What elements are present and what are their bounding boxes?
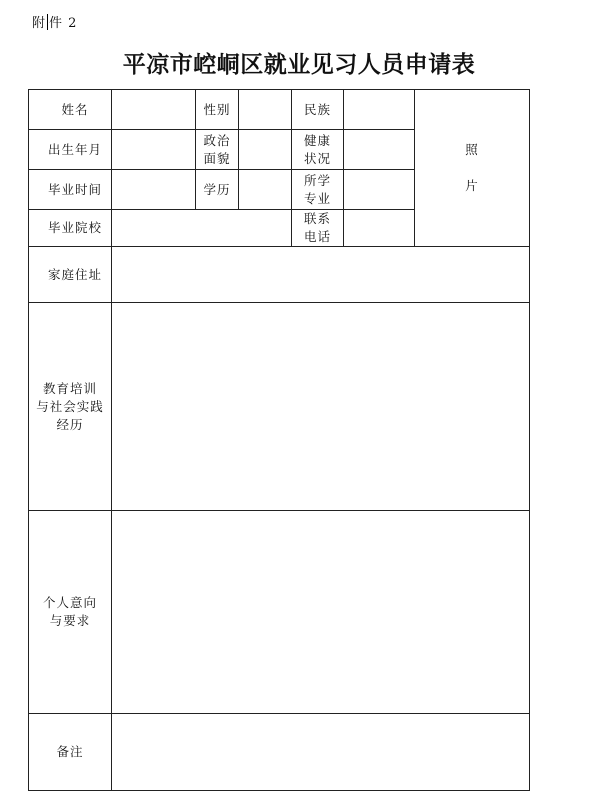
gender-field[interactable] xyxy=(239,90,292,130)
health-label: 健康 状况 xyxy=(292,130,344,170)
birth-label: 出生年月 xyxy=(29,130,112,170)
school-label: 毕业院校 xyxy=(29,210,112,247)
address-label: 家庭住址 xyxy=(29,247,112,303)
political-label: 政治 面貌 xyxy=(196,130,239,170)
education-field[interactable] xyxy=(239,170,292,210)
application-form-table xyxy=(28,89,530,791)
address-field[interactable] xyxy=(112,247,530,303)
school-field[interactable] xyxy=(112,210,292,247)
grad-time-field[interactable] xyxy=(112,170,196,210)
grad-time-label: 毕业时间 xyxy=(29,170,112,210)
text-cursor xyxy=(47,14,48,30)
intention-label: 个人意向 与要求 xyxy=(29,511,112,714)
remarks-field[interactable] xyxy=(112,714,530,791)
health-field[interactable] xyxy=(344,130,415,170)
intention-field[interactable] xyxy=(112,511,530,714)
form-title: 平凉市崆峒区就业见习人员申请表 xyxy=(122,51,476,78)
gender-label: 性别 xyxy=(196,90,239,130)
major-field[interactable] xyxy=(344,170,415,210)
name-field[interactable] xyxy=(112,90,196,130)
experience-label: 教育培训 与社会实践 经历 xyxy=(29,303,112,511)
photo-box[interactable]: 照 片 xyxy=(415,90,530,247)
experience-field[interactable] xyxy=(112,303,530,511)
name-label: 姓名 xyxy=(29,90,112,130)
phone-field[interactable] xyxy=(344,210,415,247)
remarks-label: 备注 xyxy=(29,714,112,791)
phone-label: 联系 电话 xyxy=(292,210,344,247)
birth-field[interactable] xyxy=(112,130,196,170)
attachment-label: 附 件 2 xyxy=(32,16,78,31)
education-label: 学历 xyxy=(196,170,239,210)
political-field[interactable] xyxy=(239,130,292,170)
ethnicity-label: 民族 xyxy=(292,90,344,130)
major-label: 所学 专业 xyxy=(292,170,344,210)
ethnicity-field[interactable] xyxy=(344,90,415,130)
